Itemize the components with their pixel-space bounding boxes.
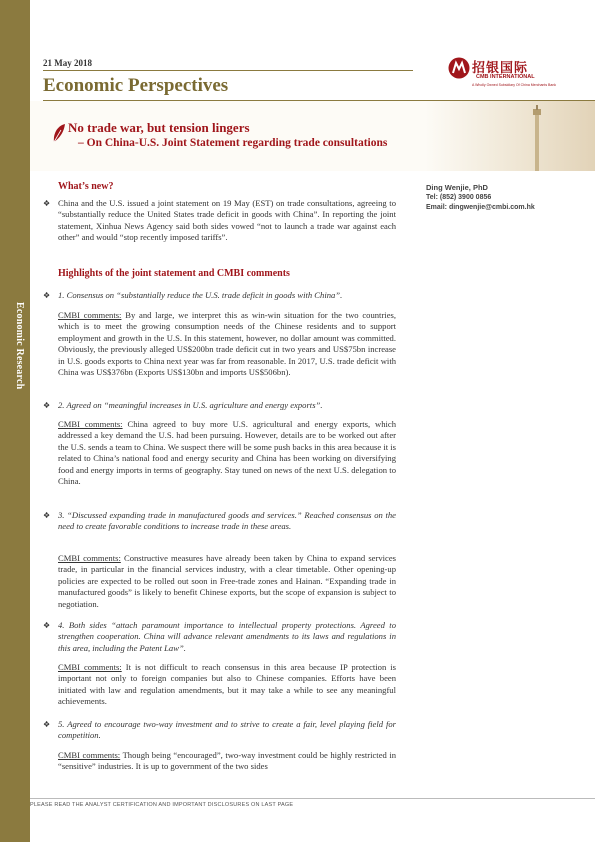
comment-label: CMBI comments: (58, 553, 121, 563)
analyst-contact (426, 183, 535, 213)
analyst-name: Ding Wenjie, PhD (426, 183, 488, 192)
point-3-comment: CMBI comments: Constructive measures have already been taken by China to expand services trade, in particular in the financial services industry, with a clear timetable. Other opening-up policies are expected to be rolled out soon in Free-trade zones and Hainan. “Expanding trade in manufactured goods” is likely to benefit Chinese exports, but the scope of expansion is subject to negotiation. (58, 553, 396, 609)
bullet-icon: ❖ (43, 511, 51, 520)
divider (43, 70, 413, 71)
bullet-icon: ❖ (43, 621, 51, 630)
bullet-icon: ❖ (43, 401, 51, 410)
point-1-comment: CMBI comments: By and large, we interpret this as win-win situation for the two countries, which is to meet the growing consumption needs of the Chinese residents and to support employment and growth in the U.S. In this statement, however, no dollar amount was committed. Obviously, the previously alleged US$200bn trade deficit cut in two years and US$75bn increase in U.S. goods exports to China next year was far from reasonable. In 2017, U.S. trade deficit with China was US$376bn (Exports US$130bn and imports US$506bn). (58, 310, 397, 378)
bullet-icon: ❖ (43, 720, 51, 729)
comment-label: CMBI comments: (58, 662, 122, 672)
point-4-comment: CMBI comments: It is not difficult to reach consensus in this area because IP protection is important not only to foreign companies but also to Chinese companies. Efforts have been initiated with law and regulation amendments, but it may take a while to see any meaningful achievements. (58, 662, 397, 707)
point-1-heading: 1. Consensus on “substantially reduce the U.S. trade deficit in goods with China”. (58, 290, 343, 300)
section-highlights: Highlights of the joint statement and CMBI comments (58, 268, 290, 279)
point-2-comment: CMBI comments: China agreed to buy more U.S. agricultural and energy exports, which addressed a key demand the U.S. had been pursuing. However, details are to be worked out after the U.S. sends a team to China. We suspect there will be some push backs in this area because it is related to China’s national food and energy security and China has been working on diversifying food and energy imports in terms of geography. Stay tuned on news of the next U.S. delegation to China. (58, 419, 397, 487)
section-whats-new: What’s new? (58, 181, 114, 192)
comment-label: CMBI comments: (58, 310, 122, 320)
point-2-heading: 2. Agreed on “meaningful increases in U.S. agriculture and energy exports”. (58, 400, 323, 410)
cmb-logo-icon (448, 57, 470, 79)
analyst-email: Email: dingwenjie@cmbi.com.hk (426, 204, 535, 211)
cmbi-logo (448, 57, 584, 95)
logo-chinese-name: 招银国际 (472, 61, 529, 76)
headline-subtitle: – On China-U.S. Joint Statement regarding trade consultations (78, 137, 388, 149)
logo-subtitle: A Wholly Owned Subsidiary Of China Merchants Bank (472, 83, 557, 87)
leaf-icon (51, 122, 67, 144)
tower-illustration-icon (530, 105, 544, 171)
footer-divider (30, 798, 595, 799)
sidebar-label: Economic Research (14, 302, 25, 390)
point-5-heading: 5. Agreed to encourage two-way investment and to strive to create a fair, level playing field for competition. (58, 719, 396, 741)
point-3-heading: 3. “Discussed expanding trade in manufactured goods and services.” Reached consensus on the need to create favorable conditions to increase trade in these areas. (58, 510, 396, 532)
comment-label: CMBI comments: (58, 750, 121, 760)
point-5-comment: CMBI comments: Though being “encouraged”, two-way investment could be highly restricted in “sensitive” industries. It is up to government of the two sides (58, 750, 397, 772)
bullet-icon: ❖ (43, 199, 51, 208)
publication-title: Economic Perspectives (43, 75, 229, 96)
footer-disclaimer: PLEASE READ THE ANALYST CERTIFICATION AND IMPORTANT DISCLOSURES ON LAST PAGE (30, 802, 294, 808)
banner-background (425, 101, 595, 171)
logo-english-name: CMB INTERNATIONAL (476, 74, 535, 80)
headline-banner (30, 101, 595, 171)
comment-label: CMBI comments: (58, 419, 123, 429)
headline-title: No trade war, but tension lingers (68, 120, 250, 135)
whats-new-text: China and the U.S. issued a joint statement on 19 May (EST) on trade consultations, agreeing to “substantially reduce the United States trade deficit in goods with China”. In reporting the joint statement, Xinhua News Agency said both sides vowed “not to launch a trade war against each other” and would “stop recently imposed tariffs”. (58, 198, 396, 243)
bullet-icon: ❖ (43, 291, 51, 300)
analyst-tel: Tel: (852) 3900 0856 (426, 194, 492, 201)
report-date: 21 May 2018 (43, 58, 92, 68)
point-4-heading: 4. Both sides “attach paramount importance to intellectual property protections. Agreed to strengthen cooperation. China will advance relevant amendments to its laws and regulations in this area, including the Patent Law”. (58, 620, 396, 653)
sidebar-band (0, 0, 30, 842)
